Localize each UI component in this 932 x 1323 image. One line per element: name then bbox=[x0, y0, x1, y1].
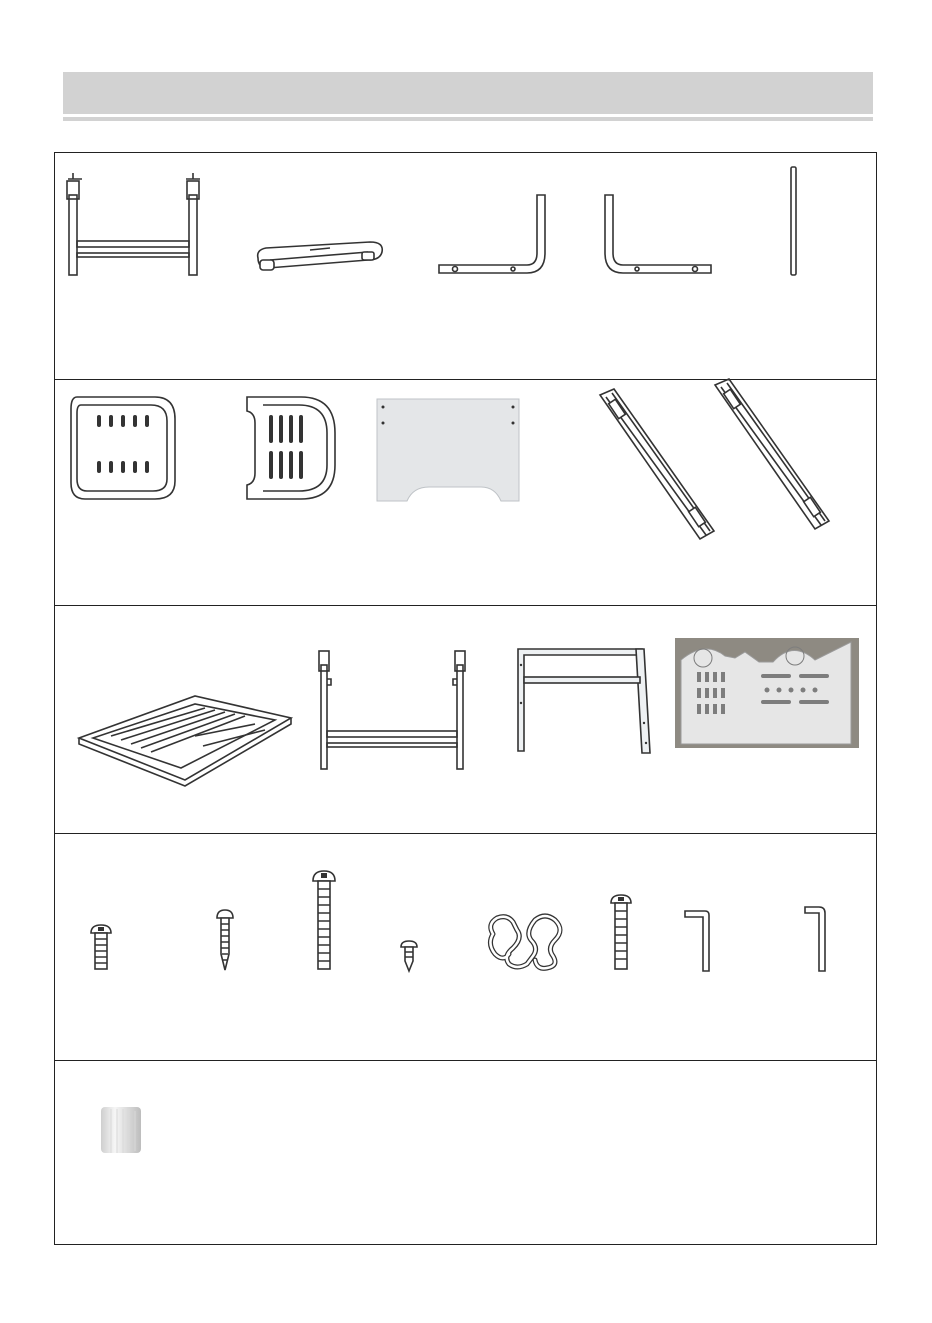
long-bolt-icon bbox=[311, 869, 337, 973]
drawer-tray-icon bbox=[75, 688, 295, 788]
seat-tray-side-icon bbox=[241, 393, 341, 505]
rod-icon bbox=[785, 165, 805, 280]
lower-frame-icon bbox=[65, 171, 205, 281]
allen-key-large-icon bbox=[801, 905, 841, 975]
wood-screw-icon bbox=[213, 908, 237, 974]
seat-tray-icon bbox=[67, 393, 179, 505]
headboard-panel-icon bbox=[675, 638, 859, 748]
upper-frame-icon bbox=[313, 643, 473, 773]
row-divider bbox=[55, 833, 876, 834]
l-bracket-right-icon bbox=[435, 191, 555, 281]
header-underline bbox=[63, 117, 873, 121]
foot-bar-icon bbox=[250, 238, 390, 278]
guard-rail-frame-icon bbox=[510, 643, 660, 763]
row-divider bbox=[55, 605, 876, 606]
parts-list-box bbox=[54, 152, 877, 1245]
small-screw-icon bbox=[399, 939, 419, 975]
row-divider bbox=[55, 1060, 876, 1061]
slide-rail-icon bbox=[705, 377, 845, 537]
medium-bolt-icon bbox=[609, 893, 633, 973]
short-bolt-icon bbox=[89, 923, 113, 973]
plastic-sleeve-icon bbox=[97, 1103, 147, 1159]
l-bracket-left-icon bbox=[595, 191, 715, 281]
flat-board-icon bbox=[373, 397, 523, 507]
allen-key-small-icon bbox=[681, 909, 721, 975]
section-header-band bbox=[63, 72, 873, 114]
wire-clip-icon bbox=[483, 908, 567, 974]
